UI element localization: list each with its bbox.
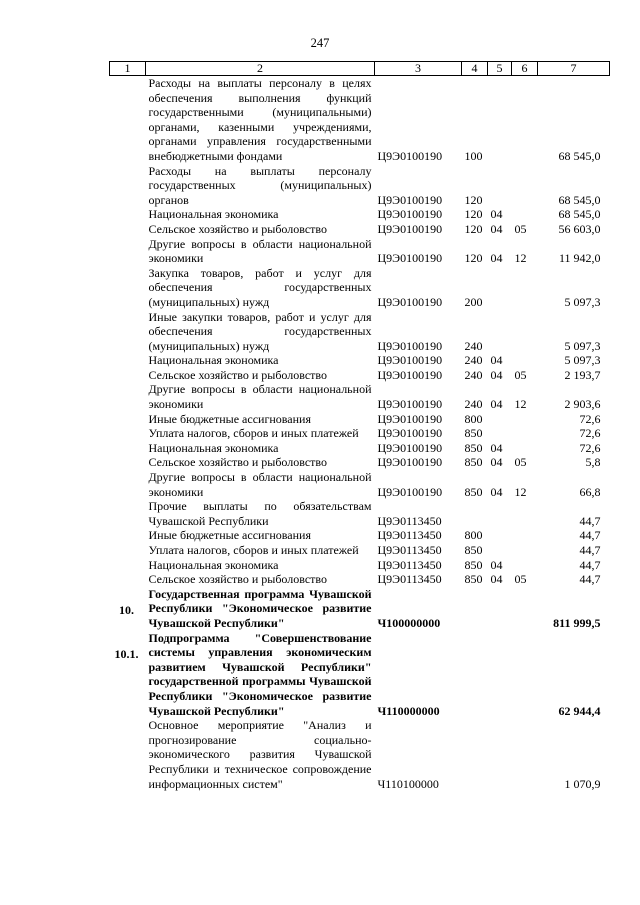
- row-col-4: [462, 631, 488, 719]
- row-code: Ц9Э0100190: [377, 251, 443, 266]
- row-number: [110, 353, 146, 368]
- row-number: [110, 499, 146, 528]
- row-col-4: 240: [464, 353, 483, 368]
- row-code: Ч110100000: [377, 776, 439, 791]
- table-row: [110, 266, 610, 310]
- row-name: Другие вопросы в области национальной экономики: [148, 470, 372, 499]
- row-col-6: [512, 718, 538, 791]
- row-col-4: 850: [464, 543, 483, 557]
- row-col-5: 04: [490, 484, 503, 499]
- row-col-5: [488, 499, 512, 528]
- row-amount: 68 545,0: [558, 207, 601, 222]
- table-header-row: [110, 62, 610, 76]
- row-col-5: [488, 426, 512, 441]
- row-number: [110, 426, 146, 441]
- row-col-4: 240: [464, 338, 483, 353]
- table-row: [110, 207, 610, 222]
- row-col-5: 04: [490, 397, 503, 412]
- table-row: [110, 631, 610, 719]
- row-name: Основное мероприятие "Анализ и прогнозирование социально-экономического развития Чувашской Республики и техническое сопровождение информационных систем": [148, 718, 372, 791]
- row-number: [110, 266, 146, 310]
- table-row: [110, 587, 610, 631]
- row-code: Ц9Э0100190: [377, 484, 443, 499]
- table-row: [110, 222, 610, 237]
- row-number: [110, 572, 146, 587]
- row-name: Прочие выплаты по обязательствам Чувашской Республики: [148, 499, 372, 528]
- row-col-4: 850: [464, 455, 483, 470]
- row-col-6: [512, 528, 538, 543]
- row-col-4: 800: [464, 411, 483, 426]
- row-col-5: [488, 76, 512, 164]
- row-col-5: [488, 266, 512, 310]
- row-name: Подпрограмма "Совершенствование системы управления экономическим развитием Чувашской Республики" государственной программы Чувашской Республики "Экономическое развитие Чувашской Республики": [148, 630, 372, 718]
- header-col-1: 1: [110, 62, 146, 76]
- row-col-5: [488, 164, 512, 208]
- row-col-5: [488, 412, 512, 427]
- row-name: Иные бюджетные ассигнования: [148, 411, 311, 426]
- row-amount: 68 545,0: [558, 192, 601, 207]
- row-col-6: [512, 164, 538, 208]
- row-amount: 44,7: [579, 513, 601, 528]
- table-body: [110, 76, 610, 792]
- table-row: [110, 441, 610, 456]
- table-row: [110, 368, 610, 383]
- table-row: [110, 353, 610, 368]
- row-number: [110, 455, 146, 470]
- row-col-4: 850: [464, 557, 483, 572]
- table-row: [110, 412, 610, 427]
- row-amount: 44,7: [579, 528, 601, 543]
- row-col-5: [488, 528, 512, 543]
- row-amount: 72,6: [579, 426, 601, 441]
- row-amount: 5 097,3: [564, 338, 601, 353]
- row-number: [110, 412, 146, 427]
- table-row: [110, 310, 610, 354]
- row-amount: 2 903,6: [564, 397, 601, 412]
- row-col-5: [488, 543, 512, 558]
- row-col-4: 120: [464, 207, 483, 222]
- row-code: Ц9Э0100190: [377, 426, 443, 441]
- row-col-6: [512, 441, 538, 456]
- table-row: [110, 164, 610, 208]
- row-col-5: [488, 718, 512, 791]
- table-row: [110, 543, 610, 558]
- row-col-6: 05: [514, 221, 527, 236]
- row-number: [110, 164, 146, 208]
- row-number: [110, 441, 146, 456]
- row-amount: 66,8: [579, 484, 601, 499]
- row-amount: 5 097,3: [564, 353, 601, 368]
- row-col-4: 850: [464, 440, 483, 455]
- row-name: Национальная экономика: [148, 353, 279, 368]
- row-name: Национальная экономика: [148, 440, 279, 455]
- row-amount: 2 193,7: [564, 367, 601, 382]
- row-code: Ц9Э0100190: [377, 353, 443, 368]
- row-col-4: [462, 587, 488, 631]
- row-col-6: [512, 76, 538, 164]
- row-code: Ц9Э0100190: [377, 397, 443, 412]
- row-col-6: 12: [514, 484, 527, 499]
- row-col-6: [512, 499, 538, 528]
- row-amount: 72,6: [579, 440, 601, 455]
- row-col-4: [462, 718, 488, 791]
- row-col-5: [488, 587, 512, 631]
- row-number: [110, 76, 146, 164]
- row-col-6: [512, 558, 538, 573]
- row-col-6: [512, 207, 538, 222]
- row-number: [110, 368, 146, 383]
- row-number: [110, 470, 146, 499]
- row-col-5: 04: [490, 207, 503, 222]
- row-number: [110, 237, 146, 266]
- table-row: [110, 572, 610, 587]
- row-name: Уплата налогов, сборов и иных платежей: [148, 426, 359, 441]
- row-code: Ц9Э0100190: [377, 148, 443, 163]
- row-col-4: 800: [464, 528, 483, 543]
- row-col-6: [512, 631, 538, 719]
- row-col-6: 12: [514, 251, 527, 266]
- row-col-6: [512, 426, 538, 441]
- row-col-5: 04: [490, 251, 503, 266]
- header-col-3: 3: [375, 62, 462, 76]
- row-name: Сельское хозяйство и рыболовство: [148, 367, 328, 382]
- row-col-6: [512, 412, 538, 427]
- row-number: 10.1.: [114, 646, 139, 661]
- row-code: Ц9Э0100190: [377, 294, 443, 309]
- row-col-5: 04: [490, 572, 503, 587]
- row-col-5: 04: [490, 455, 503, 470]
- row-name: Сельское хозяйство и рыболовство: [148, 572, 328, 587]
- row-code: Ц9Э0113450: [377, 513, 442, 528]
- header-col-4: 4: [462, 62, 488, 76]
- row-name: Расходы на выплаты персоналу государственных (муниципальных) органов: [148, 163, 372, 207]
- row-col-4: 850: [464, 484, 483, 499]
- row-amount: 72,6: [579, 411, 601, 426]
- row-col-6: [512, 587, 538, 631]
- row-amount: 44,7: [579, 557, 601, 572]
- row-col-4: 120: [464, 251, 483, 266]
- row-code: Ц9Э0100190: [377, 192, 443, 207]
- row-col-6: 05: [514, 367, 527, 382]
- header-col-2: 2: [146, 62, 375, 76]
- row-name: Другие вопросы в области национальной экономики: [148, 382, 372, 412]
- row-code: Ц9Э0113450: [377, 528, 442, 543]
- row-code: Ц9Э0100190: [377, 440, 443, 455]
- row-number: [110, 222, 146, 237]
- row-amount: 44,7: [579, 543, 601, 557]
- row-name: Другие вопросы в области национальной экономики: [148, 236, 372, 266]
- row-name: Государственная программа Чувашской Республики "Экономическое развитие Чувашской Республики": [148, 586, 372, 630]
- row-col-5: 04: [490, 557, 503, 572]
- row-col-4: 240: [464, 367, 483, 382]
- table-row: [110, 237, 610, 266]
- row-code: Ц9Э0100190: [377, 411, 443, 426]
- row-col-4: 850: [464, 572, 483, 587]
- row-col-6: [512, 266, 538, 310]
- row-col-4: 120: [464, 192, 483, 207]
- table-row: [110, 499, 610, 528]
- row-code: Ц9Э0100190: [377, 221, 443, 236]
- row-col-4: 200: [464, 294, 483, 309]
- row-col-6: [512, 310, 538, 354]
- row-code: Ц9Э0100190: [377, 367, 443, 382]
- row-col-6: [512, 353, 538, 368]
- row-col-5: 04: [490, 440, 503, 455]
- row-col-5: 04: [490, 353, 503, 368]
- row-col-4: [462, 499, 488, 528]
- table-row: [110, 558, 610, 573]
- table-row: [110, 382, 610, 411]
- row-number: [110, 543, 146, 558]
- header-col-6: 6: [512, 62, 538, 76]
- row-number: [110, 718, 146, 791]
- row-name: Иные бюджетные ассигнования: [148, 528, 311, 543]
- row-col-5: 04: [490, 221, 503, 236]
- page-number: 247: [310, 36, 330, 50]
- row-name: Иные закупки товаров, работ и услуг для обеспечения государственных (муниципальных) нужд: [148, 309, 372, 353]
- row-amount: 11 942,0: [558, 251, 601, 266]
- budget-table: [109, 61, 610, 791]
- row-number: [110, 382, 146, 411]
- row-col-5: 04: [490, 367, 503, 382]
- row-code: Ч110000000: [377, 703, 440, 718]
- row-code: Ц9Э0113450: [377, 557, 442, 572]
- table-row: [110, 528, 610, 543]
- row-name: Сельское хозяйство и рыболовство: [148, 221, 328, 236]
- row-amount: 56 603,0: [558, 221, 601, 236]
- row-amount: 68 545,0: [558, 148, 601, 163]
- row-col-4: 100: [464, 148, 483, 163]
- row-number: [110, 310, 146, 354]
- row-name: Национальная экономика: [148, 207, 279, 222]
- row-col-6: 12: [514, 397, 527, 412]
- row-name: Закупка товаров, работ и услуг для обеспечения государственных (муниципальных) нужд: [148, 265, 372, 309]
- row-amount: 62 944,4: [558, 703, 601, 718]
- row-code: Ч100000000: [377, 615, 441, 630]
- row-amount: 5,8: [585, 455, 601, 470]
- row-col-5: [488, 310, 512, 354]
- row-number: 10.: [119, 602, 134, 617]
- header-col-7: 7: [538, 62, 610, 76]
- row-name: Расходы на выплаты персоналу в целях обеспечения выполнения функций государственными (муниципальными) органами, казенными учреждениями, органами управления государственными внебюджетными фондами: [148, 76, 372, 163]
- row-code: Ц9Э0100190: [377, 207, 443, 222]
- table-row: [110, 455, 610, 470]
- row-amount: 44,7: [579, 572, 601, 587]
- table-row: [110, 76, 610, 164]
- table-row: [110, 426, 610, 441]
- row-col-6: 05: [514, 572, 527, 587]
- row-amount: 5 097,3: [564, 294, 601, 309]
- header-col-5: 5: [488, 62, 512, 76]
- row-col-4: 120: [464, 221, 483, 236]
- row-number: [110, 558, 146, 573]
- row-amount: 1 070,9: [564, 776, 601, 791]
- row-code: Ц9Э0100190: [377, 338, 443, 353]
- row-name: Сельское хозяйство и рыболовство: [148, 455, 328, 470]
- row-number: [110, 528, 146, 543]
- row-code: Ц9Э0113450: [377, 543, 442, 557]
- row-col-4: 850: [464, 426, 483, 441]
- row-amount: 811 999,5: [553, 615, 601, 630]
- row-name: Национальная экономика: [148, 557, 279, 572]
- row-col-6: [512, 543, 538, 558]
- row-col-6: 05: [514, 455, 527, 470]
- table-row: [110, 718, 610, 791]
- table-row: [110, 470, 610, 499]
- row-col-4: 240: [464, 397, 483, 412]
- row-number: [110, 207, 146, 222]
- row-code: Ц9Э0100190: [377, 455, 443, 470]
- row-code: Ц9Э0113450: [377, 572, 442, 587]
- row-col-5: [488, 631, 512, 719]
- row-name: Уплата налогов, сборов и иных платежей: [148, 543, 359, 557]
